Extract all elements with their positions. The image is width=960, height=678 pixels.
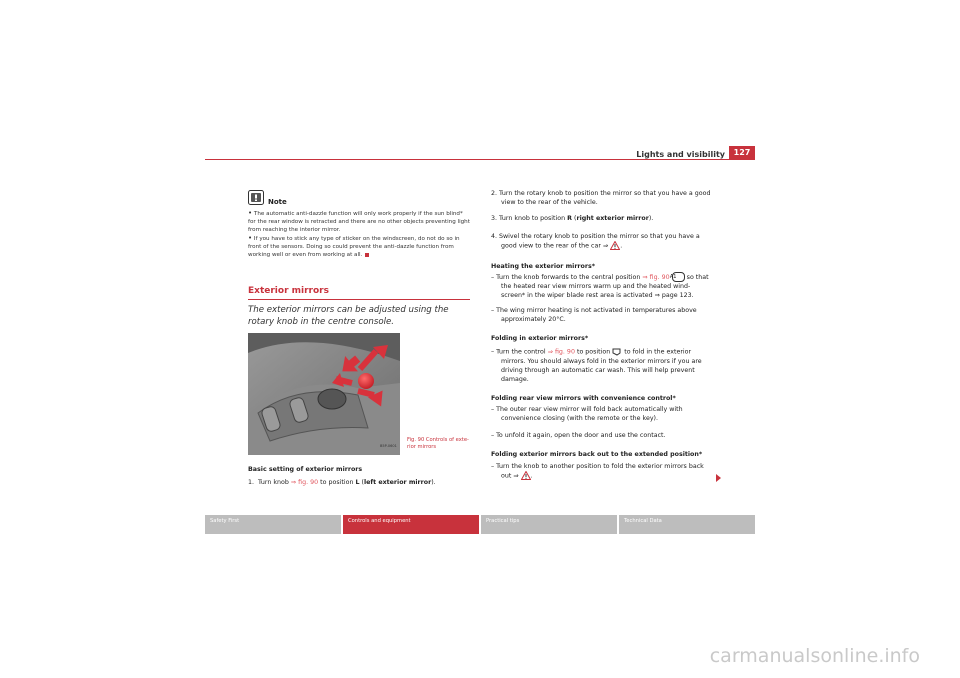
section-heading: Exterior mirrors [248, 286, 329, 296]
fold-mirror-icon [612, 347, 622, 356]
watermark: carmanualsonline.info [709, 645, 920, 667]
running-header-title: Lights and visibility [636, 150, 725, 159]
tab-controls-and-equipment[interactable]: Controls and equipment [343, 515, 479, 534]
section-rule [248, 299, 470, 300]
step-4: 4. Swivel the rotary knob to position the mirror so that you have a good view to the rear of the car ⇒ . [491, 233, 700, 250]
figure-caption: Fig. 90 Controls of exte- rior mirrors [407, 437, 469, 450]
note-bullet-2: • If you have to stick any type of sticker on the windscreen, do not do so in front of the sensors. Doing so could prevent the anti-dazzle function from working well or even from working at all. [248, 234, 460, 258]
end-marker [365, 253, 369, 257]
convenience-item-1: – The outer rear view mirror will fold back automatically with convenience closing (with the remote or the key). [491, 406, 683, 422]
heating-item-2: – The wing mirror heating is not activated in temperatures above approximately 20°C. [491, 307, 697, 323]
warning-icon[interactable] [521, 471, 531, 480]
warning-icon[interactable] [610, 241, 620, 250]
fold-back-item-1: – Turn the knob to another position to fold the exterior mirrors back out ⇒ . [491, 463, 704, 480]
note-bullet-1: • The automatic anti-dazzle function will only work properly if the sun blind* for the rear window is retracted and there are no other objects preventing light from reaching the interior mirror. [248, 209, 470, 233]
note-body [248, 209, 470, 259]
step-2: 2. Turn the rotary knob to position the mirror so that you have a good view to the rear of the vehicle. [491, 190, 711, 206]
note-label: Note [268, 198, 287, 206]
heating-heading: Heating the exterior mirrors* [491, 263, 596, 270]
continue-arrow-icon [716, 474, 721, 482]
tab-practical-tips[interactable]: Practical tips [481, 515, 617, 534]
mirror-controls-figure [248, 333, 400, 455]
folding-heading: Folding in exterior mirrors* [491, 335, 589, 342]
figure-ref-link[interactable]: ⇒ fig. 90 [290, 479, 319, 486]
convenience-item-2: – To unfold it again, open the door and use the contact. [491, 432, 666, 439]
heating-item-1: – Turn the knob forwards to the central position ⇒ fig. 90 A1 so that the heated rear view mirrors warm up and the heated wind- screen* in the wiper blade rest area is activated ⇒ page 123. [491, 274, 709, 299]
tab-technical-data[interactable]: Technical Data [619, 515, 755, 534]
folding-item-1: – Turn the control ⇒ fig. 90 to position to fold in the exterior mirrors. You should always fold in the exterior mirrors if you are driving through an automatic car wash. This will help prevent damage. [491, 348, 702, 383]
basic-setting-heading: Basic setting of exterior mirrors [248, 466, 363, 473]
note-icon [248, 190, 264, 205]
section-intro: The exterior mirrors can be adjusted using the rotary knob in the centre console. [248, 305, 449, 327]
step-1: 1. Turn knob ⇒ fig. 90 to position L (left exterior mirror). [248, 479, 436, 486]
figure-ref-link[interactable]: ⇒ fig. 90 [547, 348, 575, 356]
convenience-heading: Folding rear view mirrors with convenience control* [491, 395, 676, 402]
page-number: 127 [729, 146, 755, 160]
tab-safety-first[interactable]: Safety First [205, 515, 341, 534]
fold-back-heading: Folding exterior mirrors back out to the extended position* [491, 451, 703, 458]
header-rule [205, 159, 755, 160]
figure-ref-link[interactable]: ⇒ fig. 90 [642, 274, 670, 281]
figure-code: B5P-0601 [380, 444, 397, 448]
callout-badge: A1 [672, 272, 685, 282]
step-3: 3. Turn knob to position R (right exterior mirror). [491, 215, 654, 222]
